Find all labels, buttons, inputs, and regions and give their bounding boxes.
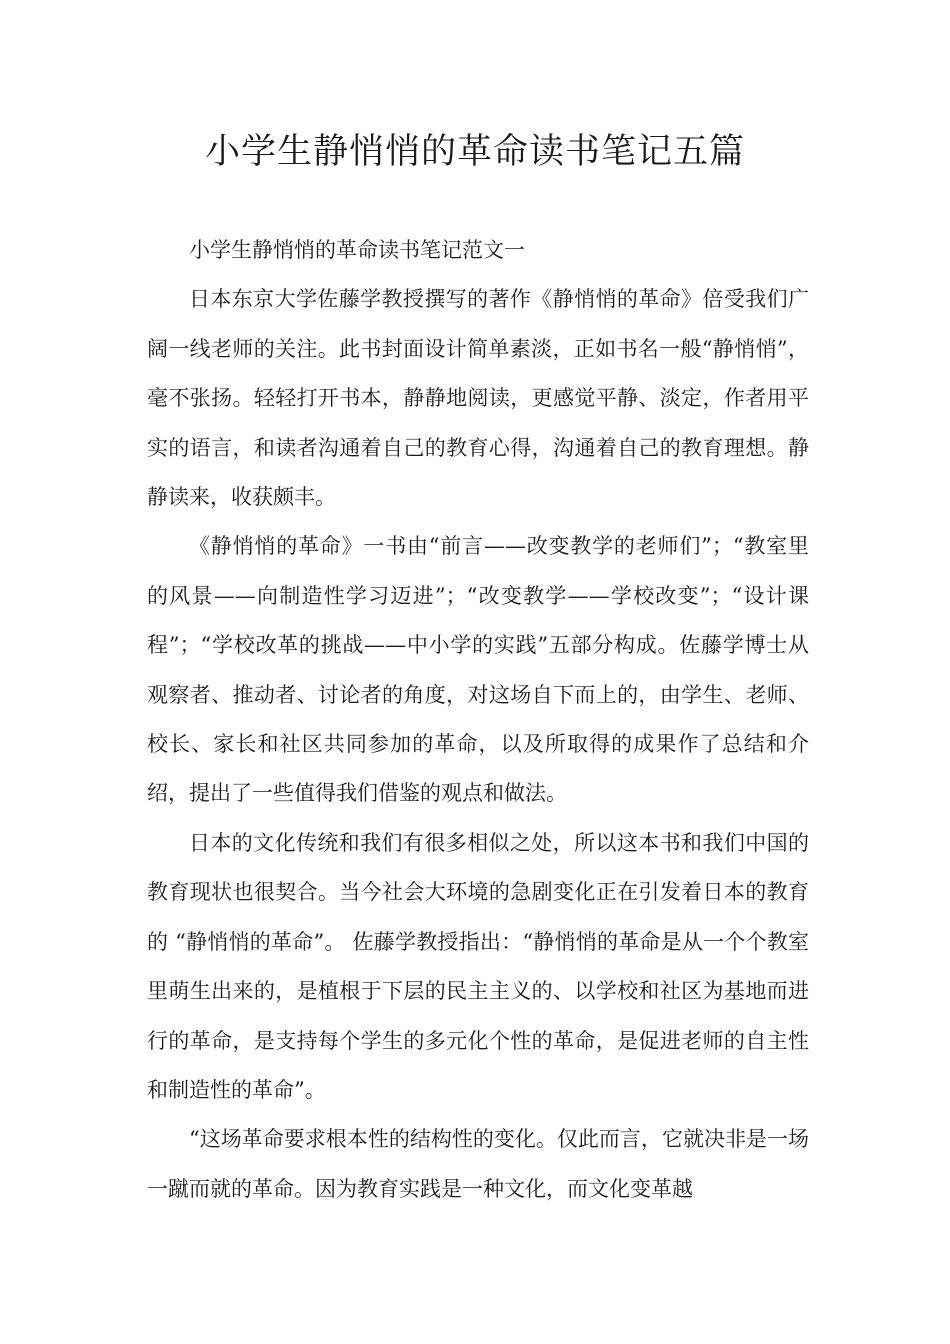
paragraph: “这场革命要求根本性的结构性的变化。仅此而言，它就决非是一场一蹴而就的革命。因为教育实践是一种文化，而文化变革越 [147,1127,809,1201]
section-subtitle: 小学生静悄悄的革命读书笔记范文一 [189,238,525,262]
paragraph: 《静悄悄的革命》一书由“前言——改变教学的老师们”；“教室里的风景——向制造性学习迈进”；“改变教学——学校改变”；“设计课程”；“学校改革的挑战——中小学的实践”五部分构成。佐藤学博士从观察者、推动者、讨论者的角度，对这场自下而上的，由学生、老师、校长、家长和社区共同参加的革命，以及所取得的成果作了总结和介绍，提出了一些值得我们借鉴的观点和做法。 [147,534,809,806]
document-title: 小学生静悄悄的革命读书笔记五篇 [204,132,745,172]
paragraph: 日本的文化传统和我们有很多相似之处，所以这本书和我们中国的教育现状也很契合。当今社会大环境的急剧变化正在引发着日本的教育的 “静悄悄的革命”。 佐藤学教授指出：“静悄悄的革命是从一个个教室里萌生出来的，是植根于下层的民主主义的、以学校和社区为基地而进行的革命，是支持每个学生的多元化个性的革命，是促进老师的自主性和制造性的革命”。 [147,830,809,1102]
document-body [147,226,809,1214]
paragraph: 日本东京大学佐藤学教授撰写的著作《静悄悄的革命》倍受我们广阔一线老师的关注。此书封面设计简单素淡，正如书名一般“静悄悄”，毫不张扬。轻轻打开书本，静静地阅读，更感觉平静、淡定，作者用平实的语言，和读者沟通着自己的教育心得，沟通着自己的教育理想。静静读来，收获颇丰。 [147,287,809,510]
